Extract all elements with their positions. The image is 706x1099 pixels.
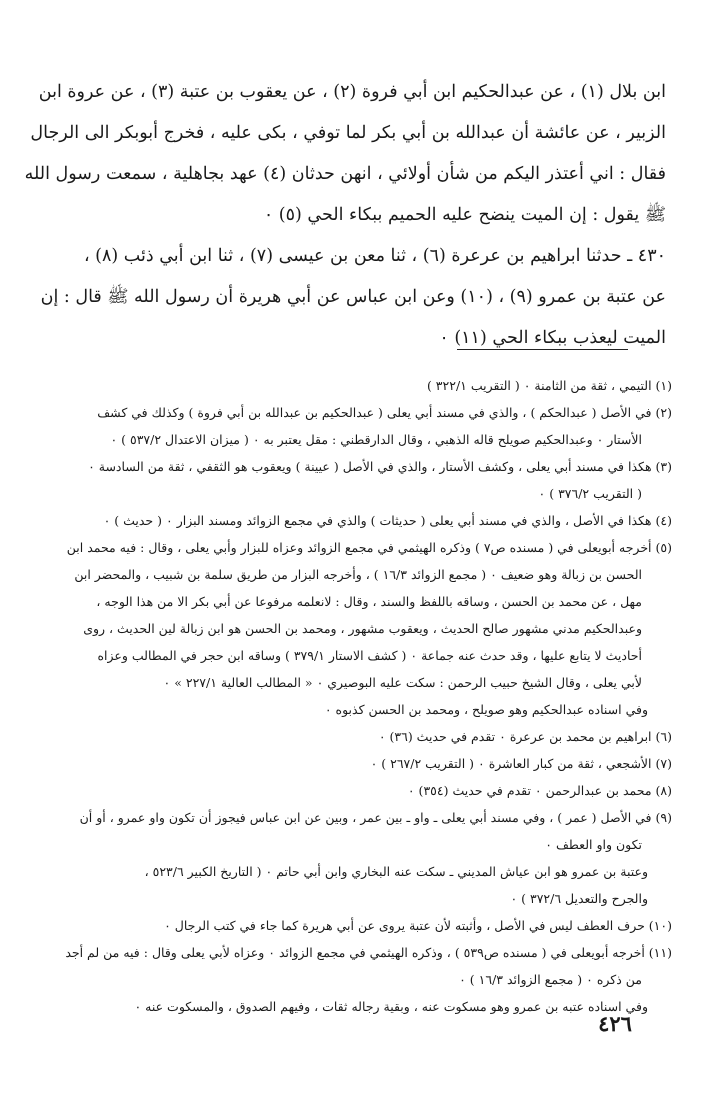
footnote-line: (١٠) حرف العطف ليس في الأصل ، وأثبته لأن عتبة يروى عن أبي هريرة كما جاء في كتب الرجال ٠: [164, 918, 672, 933]
footnote-divider: [457, 349, 628, 350]
footnote-line: وعتبة بن عمرو هو ابن عياش المديني ـ سكت عنه البخاري وابن أبي حاتم ٠ ( التاريخ الكبير ٥٢٣/٦ ،: [144, 864, 648, 879]
text-line: فقال : اني أعتذر اليكم من شأن أولائي ، انهن حدثان (٤) عهد بجاهلية ، سمعت رسول الله: [24, 164, 666, 184]
footnote-line: (٢) في الأصل ( عبدالحكم ) ، والذي في مسند أبي يعلى ( عبدالحكيم بن عبدالله بن أبي فروة ) وكذلك في كشف: [97, 405, 672, 420]
footnote-line: وفي اسناده عبدالحكيم وهو صويلح ، ومحمد بن الحسن كذبوه ٠: [324, 702, 648, 717]
text-line: ٤٣٠ ـ حدثنا ابراهيم بن عرعرة (٦) ، ثنا معن بن عيسى (٧) ، ثنا ابن أبي ذئب (٨) ،: [83, 246, 666, 266]
footnote-line: وعبدالحكيم مدني مشهور صالح الحديث ، ويعقوب مشهور ، ومحمد بن الحسن هو ابن زبالة لين الحديث ، روى: [83, 621, 642, 636]
footnote-line: مهل ، عن محمد بن الحسن ، وساقه باللفظ والسند ، وقال : لانعلمه مرفوعا عن أبي بكر الا من هذا الوجه ،: [96, 594, 642, 609]
footnote-line: الحسن بن زبالة وهو ضعيف ٠ ( مجمع الزوائد ١٦/٣ ) ، وأخرجه البزار من طريق سلمة بن شبيب ، والمحضر ابن: [74, 567, 642, 582]
text-line: الزبير ، عن عائشة أن عبدالله بن أبي بكر لما توفي ، بكى عليه ، فخرج أبوبكر الى الرجال: [30, 123, 666, 143]
footnotes: [56, 372, 672, 1020]
footnote-line: أحاديث لا يتابع عليها ، وقد حدث عنه جماعة ٠ ( كشف الاستار ٣٧٩/١ ) وساقه ابن حجر في المطالب وعزاه: [97, 648, 642, 663]
footnote-line: (٨) محمد بن عبدالرحمن ٠ تقدم في حديث (٣٥٤) ٠: [407, 783, 672, 798]
footnote-line: (٦) ابراهيم بن محمد بن عرعرة ٠ تقدم في حديث (٣٦) ٠: [378, 729, 672, 744]
footnote-line: (١١) أخرجه أبويعلى في ( مسنده ص٥٣٩ ) ، وذكره الهيثمي في مجمع الزوائد ٠ وعزاه لأبي يعلى وقال : فيه من لم أجد: [65, 945, 672, 960]
footnote-line: (٧) الأشجعي ، ثقة من كبار العاشرة ٠ ( التقريب ٢٦٧/٢ ) ٠: [370, 756, 672, 771]
text-line: ابن بلال (١) ، عن عبدالحكيم ابن أبي فروة (٢) ، عن يعقوب بن عتبة (٣) ، عن عروة ابن: [38, 82, 666, 102]
footnote-line: والجرح والتعديل ٣٧٢/٦ ) ٠: [510, 891, 648, 906]
text-line: الميت ليعذب ببكاء الحي (١١) ٠: [439, 328, 666, 348]
footnote-line: (١) التيمي ، ثقة من الثامنة ٠ ( التقريب ٣٢٢/١ ): [426, 378, 672, 393]
footnote-line: الأستار ٠ وعبدالحكيم صويلح قاله الذهبي ، وقال الدارقطني : مقل يعتبر به ٠ ( ميزان الاعتدال ٥٣٧/٢ ) ٠: [110, 432, 642, 447]
footnote-line: (٥) أخرجه أبويعلى في ( مسنده ص٧ ) وذكره الهيثمي في مجمع الزوائد وعزاه للبزار وأبي يعلى ، وقال : فيه محمد ابن: [66, 540, 672, 555]
footnote-line: لأبي يعلى ، وقال الشيخ حبيب الرحمن : سكت عليه البوصيري ٠ « المطالب العالية ٢٢٧/١ » ٠: [163, 675, 642, 690]
footnote-line: (٣) هكذا في مسند أبي يعلى ، وكشف الأستار ، والذي في الأصل ( عيينة ) ويعقوب هو الثقفي ، ثقة من السادسة ٠: [88, 459, 672, 474]
hadith-text: [24, 72, 666, 359]
footnote-line: (٤) هكذا في الأصل ، والذي في مسند أبي يعلى ( حديثات ) والذي في مجمع الزوائد ومسند البزار ٠ ( حديث ) ٠: [103, 513, 672, 528]
text-line: ﷺ يقول : إن الميت ينضح عليه الحميم ببكاء الحي (٥) ٠: [263, 205, 666, 225]
footnote-line: من ذكره ٠ ( مجمع الزوائد ١٦/٣ ) ٠: [459, 972, 642, 987]
page-number: ٤٢٦: [598, 1011, 632, 1036]
text-line: عن عتبة بن عمرو (٩) ، (١٠) وعن ابن عباس عن أبي هريرة أن رسول الله ﷺ قال : إن: [40, 287, 666, 307]
footnote-line: تكون واو العطف ٠: [545, 837, 642, 852]
footnote-line: وفي اسناده عتبه بن عمرو وهو مسكوت عنه ، وبقية رجاله ثقات ، وفيهم الصدوق ، والمسكوت عنه ٠: [134, 999, 648, 1014]
footnote-line: (٩) في الأصل ( عمر ) ، وفي مسند أبي يعلى ـ واو ـ بين عمر ، وبين عن ابن عباس فيجوز أن تكون واو عمرو ، أو أن: [79, 810, 672, 825]
footnote-line: ( التقريب ٣٧٦/٢ ) ٠: [538, 486, 642, 501]
